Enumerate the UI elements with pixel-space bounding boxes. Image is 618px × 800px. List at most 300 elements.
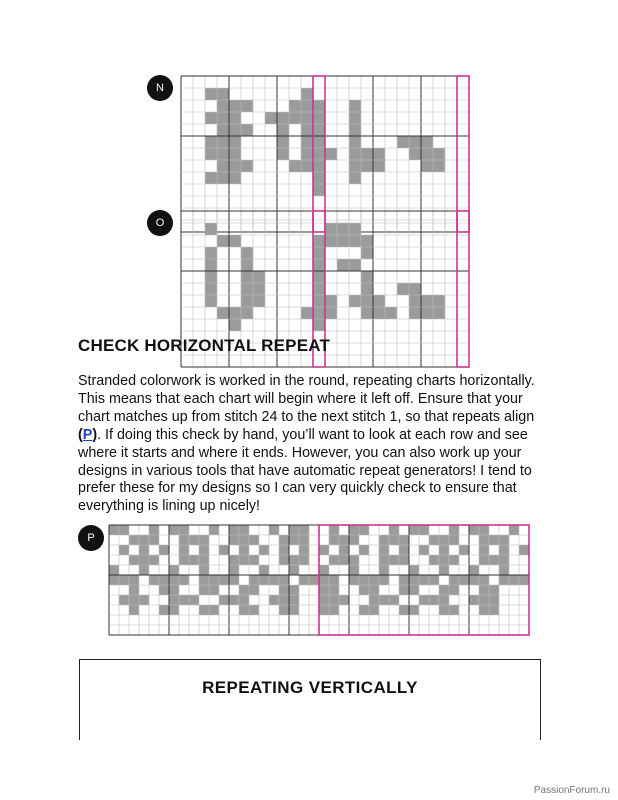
filled-stitch bbox=[289, 160, 301, 172]
filled-stitch bbox=[409, 575, 419, 585]
filled-stitch bbox=[299, 545, 309, 555]
filled-stitch bbox=[479, 575, 489, 585]
filled-stitch bbox=[289, 585, 299, 595]
filled-stitch bbox=[217, 235, 229, 247]
filled-stitch bbox=[313, 184, 325, 196]
filled-stitch bbox=[169, 595, 179, 605]
filled-stitch bbox=[409, 307, 421, 319]
filled-stitch bbox=[289, 112, 301, 124]
filled-stitch bbox=[149, 535, 159, 545]
filled-stitch bbox=[299, 525, 309, 535]
filled-stitch bbox=[313, 259, 325, 271]
filled-stitch bbox=[217, 136, 229, 148]
filled-stitch bbox=[265, 112, 277, 124]
filled-stitch bbox=[139, 535, 149, 545]
filled-stitch bbox=[249, 585, 259, 595]
filled-stitch bbox=[289, 605, 299, 615]
filled-stitch bbox=[199, 605, 209, 615]
filled-stitch bbox=[379, 565, 389, 575]
filled-stitch bbox=[439, 545, 449, 555]
filled-stitch bbox=[277, 136, 289, 148]
filled-stitch bbox=[409, 585, 419, 595]
filled-stitch bbox=[279, 585, 289, 595]
filled-stitch bbox=[421, 295, 433, 307]
filled-stitch bbox=[179, 555, 189, 565]
filled-stitch bbox=[399, 585, 409, 595]
filled-stitch bbox=[409, 283, 421, 295]
filled-stitch bbox=[205, 88, 217, 100]
filled-stitch bbox=[149, 575, 159, 585]
filled-stitch bbox=[229, 124, 241, 136]
filled-stitch bbox=[329, 585, 339, 595]
filled-stitch bbox=[349, 172, 361, 184]
chart-label-o: O bbox=[147, 210, 173, 236]
filled-stitch bbox=[419, 575, 429, 585]
filled-stitch bbox=[325, 148, 337, 160]
filled-stitch bbox=[309, 575, 319, 585]
filled-stitch bbox=[379, 555, 389, 565]
filled-stitch bbox=[253, 271, 265, 283]
section-box bbox=[79, 659, 541, 740]
filled-stitch bbox=[429, 575, 439, 585]
filled-stitch bbox=[399, 575, 409, 585]
filled-stitch bbox=[241, 247, 253, 259]
filled-stitch bbox=[329, 535, 339, 545]
filled-stitch bbox=[169, 565, 179, 575]
filled-stitch bbox=[389, 595, 399, 605]
filled-stitch bbox=[205, 259, 217, 271]
filled-stitch bbox=[179, 535, 189, 545]
filled-stitch bbox=[129, 595, 139, 605]
filled-stitch bbox=[449, 555, 459, 565]
filled-stitch bbox=[449, 605, 459, 615]
filled-stitch bbox=[499, 545, 509, 555]
filled-stitch bbox=[339, 545, 349, 555]
filled-stitch bbox=[433, 307, 445, 319]
chart-grid-svg bbox=[108, 524, 530, 636]
filled-stitch bbox=[129, 585, 139, 595]
filled-stitch bbox=[509, 525, 519, 535]
filled-stitch bbox=[379, 575, 389, 585]
filled-stitch bbox=[301, 112, 313, 124]
filled-stitch bbox=[179, 545, 189, 555]
filled-stitch bbox=[241, 100, 253, 112]
filled-stitch bbox=[199, 545, 209, 555]
filled-stitch bbox=[349, 124, 361, 136]
filled-stitch bbox=[313, 148, 325, 160]
filled-stitch bbox=[349, 112, 361, 124]
filled-stitch bbox=[449, 535, 459, 545]
filled-stitch bbox=[209, 585, 219, 595]
filled-stitch bbox=[459, 575, 469, 585]
filled-stitch bbox=[359, 525, 369, 535]
filled-stitch bbox=[349, 535, 359, 545]
ref-close: ) bbox=[92, 426, 98, 443]
filled-stitch bbox=[397, 283, 409, 295]
filled-stitch bbox=[239, 605, 249, 615]
body-paragraph bbox=[78, 373, 548, 516]
filled-stitch bbox=[109, 575, 119, 585]
filled-stitch bbox=[489, 585, 499, 595]
filled-stitch bbox=[389, 535, 399, 545]
filled-stitch bbox=[349, 295, 361, 307]
filled-stitch bbox=[229, 575, 239, 585]
filled-stitch bbox=[319, 565, 329, 575]
filled-stitch bbox=[139, 555, 149, 565]
filled-stitch bbox=[409, 148, 421, 160]
filled-stitch bbox=[373, 295, 385, 307]
filled-stitch bbox=[361, 307, 373, 319]
filled-stitch bbox=[349, 100, 361, 112]
filled-stitch bbox=[499, 565, 509, 575]
filled-stitch bbox=[349, 565, 359, 575]
filled-stitch bbox=[301, 307, 313, 319]
filled-stitch bbox=[253, 283, 265, 295]
chart-label-n: N bbox=[147, 75, 173, 101]
filled-stitch bbox=[369, 605, 379, 615]
filled-stitch bbox=[329, 595, 339, 605]
filled-stitch bbox=[205, 112, 217, 124]
filled-stitch bbox=[421, 136, 433, 148]
filled-stitch bbox=[389, 525, 399, 535]
filled-stitch bbox=[109, 565, 119, 575]
filled-stitch bbox=[449, 585, 459, 595]
filled-stitch bbox=[509, 575, 519, 585]
filled-stitch bbox=[299, 575, 309, 585]
filled-stitch bbox=[279, 575, 289, 585]
filled-stitch bbox=[361, 148, 373, 160]
filled-stitch bbox=[217, 160, 229, 172]
chart-p bbox=[108, 524, 530, 636]
filled-stitch bbox=[279, 595, 289, 605]
filled-stitch bbox=[241, 283, 253, 295]
filled-stitch bbox=[129, 605, 139, 615]
filled-stitch bbox=[449, 525, 459, 535]
filled-stitch bbox=[325, 235, 337, 247]
filled-stitch bbox=[139, 595, 149, 605]
filled-stitch bbox=[421, 307, 433, 319]
filled-stitch bbox=[189, 555, 199, 565]
paragraph-text-1: Stranded colorwork is worked in the round, repeating charts horizontally. This means that each chart will begin where it left off. Ensure that your chart matches up from stitch 24 to the next stitch 1, so that repeats align bbox=[78, 373, 535, 425]
filled-stitch bbox=[199, 565, 209, 575]
filled-stitch bbox=[349, 555, 359, 565]
filled-stitch bbox=[205, 271, 217, 283]
filled-stitch bbox=[379, 535, 389, 545]
filled-stitch bbox=[361, 295, 373, 307]
filled-stitch bbox=[419, 595, 429, 605]
filled-stitch bbox=[129, 555, 139, 565]
filled-stitch bbox=[289, 525, 299, 535]
filled-stitch bbox=[279, 605, 289, 615]
filled-stitch bbox=[439, 565, 449, 575]
filled-stitch bbox=[219, 595, 229, 605]
filled-stitch bbox=[479, 545, 489, 555]
filled-stitch bbox=[439, 535, 449, 545]
filled-stitch bbox=[301, 100, 313, 112]
section-heading: CHECK HORIZONTAL REPEAT bbox=[78, 336, 331, 355]
filled-stitch bbox=[119, 575, 129, 585]
repeat-highlight bbox=[457, 211, 469, 367]
filled-stitch bbox=[479, 555, 489, 565]
filled-stitch bbox=[313, 283, 325, 295]
filled-stitch bbox=[379, 545, 389, 555]
chart-reference bbox=[78, 427, 97, 443]
filled-stitch bbox=[217, 112, 229, 124]
filled-stitch bbox=[269, 525, 279, 535]
paragraph-text-2: . If doing this check by hand, you’ll want to look at each row and see where it starts and where it ends. However, you can also work up your designs in various tools that have automatic repeat generators! I tend to prefer these for my designs so I can very quickly check to ensure that everything is lining up nicely! bbox=[78, 426, 532, 515]
filled-stitch bbox=[241, 307, 253, 319]
filled-stitch bbox=[219, 575, 229, 585]
filled-stitch bbox=[325, 307, 337, 319]
filled-stitch bbox=[241, 160, 253, 172]
filled-stitch bbox=[217, 172, 229, 184]
filled-stitch bbox=[313, 112, 325, 124]
filled-stitch bbox=[519, 575, 529, 585]
filled-stitch bbox=[229, 565, 239, 575]
filled-stitch bbox=[479, 605, 489, 615]
filled-stitch bbox=[229, 235, 241, 247]
box-title: REPEATING VERTICALLY bbox=[202, 678, 418, 697]
filled-stitch bbox=[119, 525, 129, 535]
filled-stitch bbox=[449, 575, 459, 585]
filled-stitch bbox=[205, 247, 217, 259]
filled-stitch bbox=[479, 585, 489, 595]
filled-stitch bbox=[229, 148, 241, 160]
filled-stitch bbox=[349, 235, 361, 247]
filled-stitch bbox=[229, 535, 239, 545]
filled-stitch bbox=[229, 136, 241, 148]
filled-stitch bbox=[229, 172, 241, 184]
filled-stitch bbox=[301, 136, 313, 148]
filled-stitch bbox=[359, 575, 369, 585]
filled-stitch bbox=[159, 605, 169, 615]
filled-stitch bbox=[149, 555, 159, 565]
filled-stitch bbox=[229, 100, 241, 112]
filled-stitch bbox=[189, 535, 199, 545]
filled-stitch bbox=[129, 575, 139, 585]
filled-stitch bbox=[199, 535, 209, 545]
filled-stitch bbox=[349, 223, 361, 235]
filled-stitch bbox=[429, 595, 439, 605]
filled-stitch bbox=[433, 148, 445, 160]
filled-stitch bbox=[205, 148, 217, 160]
filled-stitch bbox=[159, 585, 169, 595]
filled-stitch bbox=[269, 595, 279, 605]
filled-stitch bbox=[337, 223, 349, 235]
filled-stitch bbox=[313, 160, 325, 172]
filled-stitch bbox=[229, 160, 241, 172]
filled-stitch bbox=[361, 247, 373, 259]
filled-stitch bbox=[313, 100, 325, 112]
filled-stitch bbox=[429, 555, 439, 565]
filled-stitch bbox=[209, 525, 219, 535]
filled-stitch bbox=[339, 555, 349, 565]
filled-stitch bbox=[239, 525, 249, 535]
filled-stitch bbox=[277, 112, 289, 124]
filled-stitch bbox=[249, 605, 259, 615]
filled-stitch bbox=[241, 295, 253, 307]
filled-stitch bbox=[139, 565, 149, 575]
filled-stitch bbox=[301, 148, 313, 160]
filled-stitch bbox=[337, 235, 349, 247]
filled-stitch bbox=[239, 595, 249, 605]
filled-stitch bbox=[359, 585, 369, 595]
filled-stitch bbox=[289, 565, 299, 575]
filled-stitch bbox=[199, 585, 209, 595]
filled-stitch bbox=[339, 535, 349, 545]
filled-stitch bbox=[319, 605, 329, 615]
filled-stitch bbox=[189, 595, 199, 605]
filled-stitch bbox=[179, 525, 189, 535]
filled-stitch bbox=[289, 555, 299, 565]
filled-stitch bbox=[349, 148, 361, 160]
filled-stitch bbox=[313, 172, 325, 184]
chart-p-link[interactable]: P bbox=[82, 426, 93, 443]
filled-stitch bbox=[489, 595, 499, 605]
filled-stitch bbox=[277, 148, 289, 160]
filled-stitch bbox=[385, 307, 397, 319]
filled-stitch bbox=[119, 545, 129, 555]
filled-stitch bbox=[239, 585, 249, 595]
filled-stitch bbox=[439, 555, 449, 565]
filled-stitch bbox=[399, 535, 409, 545]
filled-stitch bbox=[217, 307, 229, 319]
filled-stitch bbox=[269, 575, 279, 585]
filled-stitch bbox=[361, 235, 373, 247]
filled-stitch bbox=[241, 259, 253, 271]
filled-stitch bbox=[239, 535, 249, 545]
filled-stitch bbox=[159, 545, 169, 555]
filled-stitch bbox=[259, 565, 269, 575]
repeat-highlight bbox=[457, 76, 469, 232]
filled-stitch bbox=[409, 525, 419, 535]
filled-stitch bbox=[313, 319, 325, 331]
filled-stitch bbox=[499, 555, 509, 565]
filled-stitch bbox=[429, 535, 439, 545]
filled-stitch bbox=[217, 88, 229, 100]
filled-stitch bbox=[469, 525, 479, 535]
filled-stitch bbox=[313, 307, 325, 319]
filled-stitch bbox=[149, 525, 159, 535]
filled-stitch bbox=[489, 535, 499, 545]
filled-stitch bbox=[361, 283, 373, 295]
filled-stitch bbox=[361, 271, 373, 283]
filled-stitch bbox=[349, 136, 361, 148]
filled-stitch bbox=[179, 595, 189, 605]
filled-stitch bbox=[329, 575, 339, 585]
filled-stitch bbox=[209, 575, 219, 585]
filled-stitch bbox=[217, 124, 229, 136]
filled-stitch bbox=[249, 575, 259, 585]
filled-stitch bbox=[199, 575, 209, 585]
filled-stitch bbox=[409, 565, 419, 575]
filled-stitch bbox=[249, 535, 259, 545]
filled-stitch bbox=[241, 271, 253, 283]
filled-stitch bbox=[499, 575, 509, 585]
filled-stitch bbox=[299, 555, 309, 565]
filled-stitch bbox=[319, 545, 329, 555]
filled-stitch bbox=[129, 535, 139, 545]
filled-stitch bbox=[479, 525, 489, 535]
filled-stitch bbox=[209, 605, 219, 615]
filled-stitch bbox=[439, 585, 449, 595]
filled-stitch bbox=[239, 555, 249, 565]
filled-stitch bbox=[299, 535, 309, 545]
filled-stitch bbox=[205, 283, 217, 295]
filled-stitch bbox=[169, 585, 179, 595]
filled-stitch bbox=[217, 148, 229, 160]
filled-stitch bbox=[313, 271, 325, 283]
filled-stitch bbox=[489, 555, 499, 565]
filled-stitch bbox=[259, 575, 269, 585]
filled-stitch bbox=[325, 295, 337, 307]
filled-stitch bbox=[313, 247, 325, 259]
filled-stitch bbox=[241, 124, 253, 136]
filled-stitch bbox=[397, 136, 409, 148]
filled-stitch bbox=[301, 88, 313, 100]
filled-stitch bbox=[279, 545, 289, 555]
filled-stitch bbox=[439, 605, 449, 615]
filled-stitch bbox=[469, 575, 479, 585]
filled-stitch bbox=[279, 555, 289, 565]
filled-stitch bbox=[379, 595, 389, 605]
filled-stitch bbox=[399, 545, 409, 555]
filled-stitch bbox=[349, 160, 361, 172]
filled-stitch bbox=[119, 595, 129, 605]
filled-stitch bbox=[249, 555, 259, 565]
filled-stitch bbox=[433, 295, 445, 307]
filled-stitch bbox=[329, 605, 339, 615]
ref-open: ( bbox=[78, 426, 83, 443]
filled-stitch bbox=[313, 124, 325, 136]
filled-stitch bbox=[421, 148, 433, 160]
filled-stitch bbox=[289, 100, 301, 112]
filled-stitch bbox=[313, 136, 325, 148]
filled-stitch bbox=[369, 595, 379, 605]
filled-stitch bbox=[229, 307, 241, 319]
filled-stitch bbox=[205, 172, 217, 184]
filled-stitch bbox=[489, 605, 499, 615]
filled-stitch bbox=[253, 295, 265, 307]
filled-stitch bbox=[199, 555, 209, 565]
filled-stitch bbox=[301, 160, 313, 172]
filled-stitch bbox=[169, 605, 179, 615]
filled-stitch bbox=[229, 595, 239, 605]
filled-stitch bbox=[229, 525, 239, 535]
filled-stitch bbox=[313, 235, 325, 247]
filled-stitch bbox=[337, 259, 349, 271]
filled-stitch bbox=[439, 595, 449, 605]
filled-stitch bbox=[289, 595, 299, 605]
filled-stitch bbox=[329, 525, 339, 535]
filled-stitch bbox=[239, 545, 249, 555]
filled-stitch bbox=[279, 535, 289, 545]
filled-stitch bbox=[479, 595, 489, 605]
filled-stitch bbox=[433, 160, 445, 172]
filled-stitch bbox=[219, 545, 229, 555]
filled-stitch bbox=[319, 575, 329, 585]
filled-stitch bbox=[179, 575, 189, 585]
filled-stitch bbox=[369, 575, 379, 585]
filled-stitch bbox=[469, 565, 479, 575]
filled-stitch bbox=[277, 124, 289, 136]
filled-stitch bbox=[373, 160, 385, 172]
filled-stitch bbox=[409, 295, 421, 307]
filled-stitch bbox=[399, 555, 409, 565]
filled-stitch bbox=[349, 575, 359, 585]
filled-stitch bbox=[169, 525, 179, 535]
filled-stitch bbox=[409, 605, 419, 615]
